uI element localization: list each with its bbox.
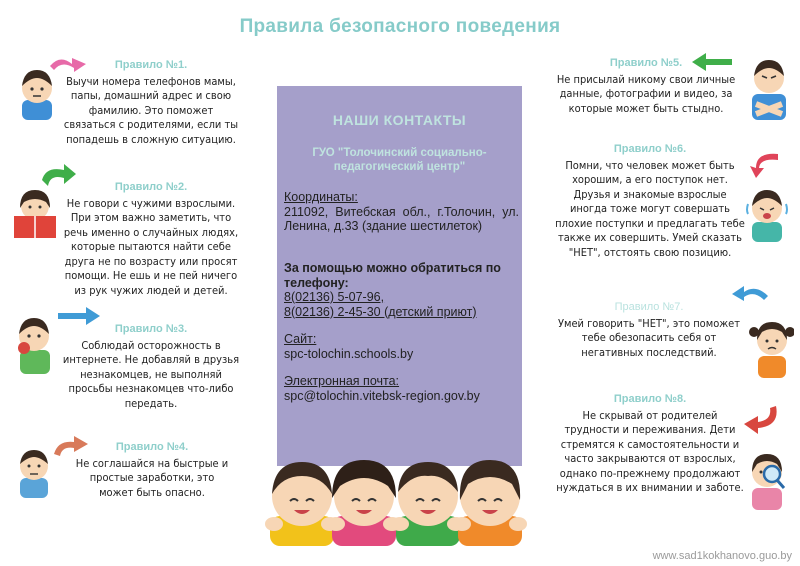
page-title: Правила безопасного поведения	[239, 16, 561, 37]
rule-2	[60, 180, 242, 298]
coords-label: Координаты:	[284, 190, 358, 204]
rule-4	[72, 440, 232, 500]
girl-reading-icon	[12, 188, 58, 242]
rule-8-title: Правило №8.	[613, 393, 687, 405]
rule-7	[556, 300, 742, 360]
curved-arrow-left-icon-2	[730, 284, 770, 302]
rule-4-text: Не соглашайся на быстрые и простые заработки, это может быть опасно.	[75, 456, 229, 499]
contacts-panel	[277, 86, 522, 466]
boy-crossed-arms-icon	[746, 54, 792, 120]
rule-4-title: Правило №4.	[115, 441, 189, 453]
rule-7-title: Правило №7.	[614, 301, 684, 313]
curved-arrow-left-icon-3	[742, 404, 782, 438]
contacts-site	[284, 332, 519, 361]
girl-sad-icon	[748, 316, 794, 378]
boy-pondering-icon	[12, 446, 56, 498]
contacts-heading: НАШИ КОНТАКТЫ	[332, 112, 467, 128]
rule-3-title: Правило №3.	[114, 323, 188, 335]
child-crying-icon	[742, 186, 792, 242]
rule-6	[554, 142, 746, 260]
rule-7-text: Умей говорить "НЕТ", это поможет тебе обезопасить себя от негативных последствий.	[557, 316, 741, 359]
coords-text: 211092, Витебская обл., г.Толочин, ул. Ленина, д.33 (здание шестилеток)	[284, 204, 519, 233]
rule-1-title: Правило №1.	[114, 59, 188, 71]
email-label: Электронная почта:	[284, 374, 400, 388]
kid-2-icon	[327, 460, 401, 546]
rule-5-title: Правило №5.	[609, 57, 683, 69]
contacts-help	[284, 261, 519, 319]
rule-8	[554, 392, 746, 496]
contacts-org: ГУО "Толочинский социально-педагогический центр"	[312, 147, 487, 173]
contacts-coords	[284, 190, 519, 234]
girl-magnifier-icon	[744, 448, 790, 510]
rule-1-text: Выучи номера телефонов мамы, папы, домашний адрес и свою фамилию. Это поможет связаться с родителями, если ты попадешь в сложную ситуацию.	[63, 74, 239, 146]
kid-3-icon	[391, 462, 465, 546]
phone-1[interactable]: 8(02136) 5-07-96,	[284, 290, 385, 304]
curved-arrow-left-icon	[746, 150, 782, 178]
arrow-left-icon	[690, 52, 734, 72]
rule-5-text: Не присылай никому свои личные данные, фотографии и видео, за которые может быть стыдно.	[556, 72, 736, 115]
rule-3-text: Соблюдай осторожность в интернете. Не добавляй в друзья незнакомцев, не выполняй просьбы незнакомцев что-либо передать.	[62, 338, 240, 410]
kids-illustration	[262, 446, 542, 546]
rule-6-title: Правило №6.	[613, 143, 687, 155]
kid-1-icon	[265, 462, 339, 546]
curved-arrow-right-icon-2	[52, 436, 90, 458]
child-eating-icon	[12, 312, 56, 374]
site-label: Сайт:	[284, 332, 317, 346]
rule-8-text: Не скрывай от родителей трудности и переживания. Дети стремятся к самостоятельности и часто закрываются от взрослых, однако по-прежнему продолжают нуждаться в их внимании и заботе.	[556, 408, 744, 494]
rule-2-title: Правило №2.	[114, 181, 188, 193]
arrow-right-icon	[56, 306, 102, 326]
email-link[interactable]: spc@tolochin.vitebsk-region.gov.by	[284, 388, 480, 403]
kid-4-icon	[453, 460, 527, 546]
footer-url[interactable]: www.sad1kokhanovo.guo.by	[652, 550, 792, 562]
contacts-email	[284, 374, 519, 403]
phone-2[interactable]: 8(02136) 2-45-30 (детский приют)	[284, 304, 477, 319]
help-label: За помощью можно обратиться по телефону:	[284, 261, 501, 290]
rule-6-text: Помни, что человек может быть хорошим, а его поступок нет. Друзья и знакомые взрослые иногда тоже могут совершать плохие поступки и предлагать тебе также их совершить. Умей сказать "НЕТ", отстоять свою позицию.	[555, 158, 745, 259]
rule-2-text: Не говори с чужими взрослыми. При этом важно заметить, что речь именно о случайных людях, которые пытаются найти себе друга не по возрасту или просят помощи. Не ешь и не пей ничего из рук чужих людей и детей.	[63, 196, 239, 297]
site-link[interactable]: spc-tolochin.schools.by	[284, 346, 414, 361]
boy-thinking-icon	[14, 64, 60, 120]
rule-3	[62, 322, 240, 411]
